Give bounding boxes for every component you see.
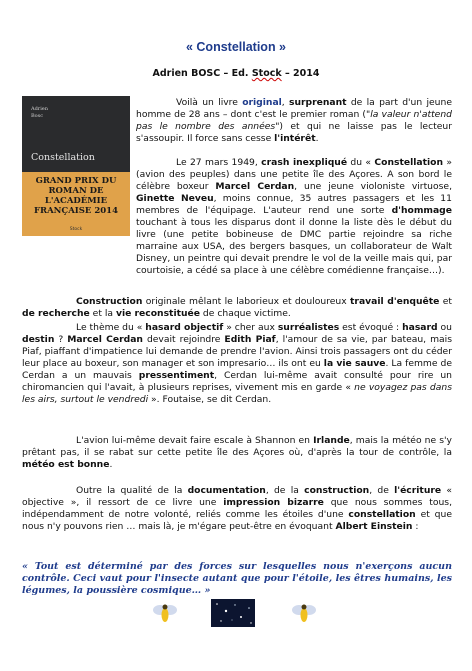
byline <box>0 68 472 79</box>
bold-text: vie reconstituée <box>115 308 200 319</box>
text: , une jeune violoniste virtuose, <box>294 181 452 192</box>
paragraph-crash <box>136 157 452 277</box>
text: , Cerdan lui-même avait consulté pour rire un chiromancien qui l'avait, à plusieurs reprises, vivement mis en garde « <box>22 370 452 393</box>
text: de chaque victime. <box>200 308 291 319</box>
bold-text: d'hommage <box>391 205 452 216</box>
bold-text: destin <box>22 334 55 345</box>
text: et la <box>89 308 116 319</box>
einstein-quote: « Tout est déterminé par des forces sur lesquelles nous n'exerçons aucun contrôle. Ceci vaut pour l'insecte autant que pour l'étoile, les êtres humains, les légumes, la poussière cosmique… » <box>22 561 452 596</box>
text: » (avion des peuples) dans une petite île des Açores. A son bord le célèbre boxeur <box>136 157 452 192</box>
byline-sep: – Ed. <box>220 68 252 79</box>
text: , l'amour de sa vie, par bateau, mais Piaf, piaffant d'impatience lui demande de prendre l'avion. Ainsi trois passagers ont du céder leur place au boxeur, son manager et son impresario… ils ont eu <box>22 334 452 369</box>
text: est évoqué : <box>339 322 403 333</box>
text: originale mêlant le laborieux et douloureux <box>142 296 351 307</box>
text: » cher aux <box>223 322 278 333</box>
bold-text: Marcel Cerdan <box>215 181 295 192</box>
text: , de <box>369 485 395 496</box>
text: ». Foutaise, se dit Cerdan. <box>148 394 272 405</box>
text: Voilà un livre <box>176 97 243 108</box>
firefly-icon <box>151 601 179 625</box>
text: et <box>439 296 452 307</box>
book-cover-image <box>22 96 130 236</box>
bold-text: construction <box>304 485 370 496</box>
author-name: Adrien BOSC <box>152 68 221 79</box>
paragraph-irlande <box>22 435 452 471</box>
bold-text: l'écriture <box>394 485 442 496</box>
bold-text: crash inexpliqué <box>261 157 348 168</box>
text: . La femme de Cerdan a un mauvais <box>22 358 453 381</box>
bold-text: Constellation <box>374 157 443 168</box>
firefly-icon <box>290 601 318 625</box>
text: : <box>412 521 419 532</box>
text: ? <box>54 334 68 345</box>
cover-author-last: Bosc <box>31 113 44 119</box>
italic-text: "la valeur n'attend pas le nombre des années" <box>136 109 452 132</box>
bold-text: surprenant <box>289 97 347 108</box>
bold-text: hasard objectif <box>145 322 224 333</box>
bold-text: Irlande <box>313 435 350 446</box>
bold-text: documentation <box>187 485 266 496</box>
cover-author-first: Adrien <box>31 106 48 112</box>
text: , moins connue, 35 autres passagers et les 11 membres de l'équipage. L'auteur rend une sorte <box>136 193 452 216</box>
bold-text: météo est bonne <box>22 459 110 470</box>
text: de la part d'un jeune homme de 28 ans – dont c'est le premier roman ( <box>136 97 452 120</box>
text: et que nous n'y pouvons rien … mais là, je m'égare peut-être en évoquant <box>22 509 452 532</box>
text: ) et qui ne laisse pas le lecteur s'assoupir. Il force sans cesse <box>136 121 452 144</box>
bold-text: pressentiment <box>138 370 215 381</box>
bold-text: surréalistes <box>277 322 340 333</box>
text: . <box>315 133 319 144</box>
text: Le thème du « <box>76 322 146 333</box>
starfield-image <box>211 599 255 627</box>
bold-text: la vie sauve <box>323 358 386 369</box>
bold-text: original <box>242 97 282 108</box>
text: Le 27 mars 1949, <box>176 157 262 168</box>
text: du « <box>347 157 375 168</box>
text: , mais la météo ne s'y prêtant pas, il se rabat sur cette petite île des Açores où, d'après la tour de contrôle, la <box>22 435 452 458</box>
bold-text: Albert Einstein <box>335 521 413 532</box>
cover-publisher: Stock <box>69 227 83 232</box>
text: , <box>281 97 289 108</box>
text: « objective », il ressort de ce livre une <box>22 485 452 508</box>
bold-text: Construction <box>76 296 143 307</box>
text: , de la <box>265 485 305 496</box>
paragraph-hasard <box>22 322 452 406</box>
paragraph-conclusion <box>22 485 452 533</box>
italic-text: ne voyagez pas dans les airs, surtout le vendredi <box>22 382 452 405</box>
paragraph-intro <box>136 97 452 145</box>
text: ou <box>437 322 453 333</box>
paragraph-construction <box>22 296 452 320</box>
bold-text: hasard <box>402 322 438 333</box>
cover-prize: GRAND PRIX DU ROMAN DE L'ACADÉMIE FRANÇAISE 2014 <box>33 176 119 216</box>
text: Outre la qualité de la <box>76 485 188 496</box>
bold-text: constellation <box>348 509 416 520</box>
year: – 2014 <box>281 68 320 79</box>
bold-text: l'intérêt <box>274 133 316 144</box>
bold-text: travail d'enquête <box>350 296 440 307</box>
bold-text: Ginette Neveu <box>136 193 214 204</box>
bold-text: Marcel Cerdan <box>67 334 143 345</box>
text: L'avion lui-même devait faire escale à Shannon en <box>76 435 314 446</box>
bold-text: impression bizarre <box>223 497 324 508</box>
page-title: « Constellation » <box>185 40 287 54</box>
cover-title: Constellation <box>31 152 95 163</box>
text: touchant à tous les disparus dont il donne la liste dès le début du livre (une petite bobineuse de DMC partie rejoindre sa riche marraine aux USA, des bergers basques, un collaborateur de Walt Disney, un peintre qui devait prendre le vol de la veille mais qui, par courtoisie, a cédé sa place à une célèbre comédienne française…). <box>136 217 452 276</box>
bold-text: de recherche <box>22 308 90 319</box>
text: devait rejoindre <box>142 334 225 345</box>
text: . <box>109 459 113 470</box>
text: que nous sommes tous, indépendamment de notre volonté, reliés comme les étoiles d'une <box>22 497 453 520</box>
publisher-name: Stock <box>251 68 282 79</box>
bold-text: Edith Piaf <box>224 334 276 345</box>
